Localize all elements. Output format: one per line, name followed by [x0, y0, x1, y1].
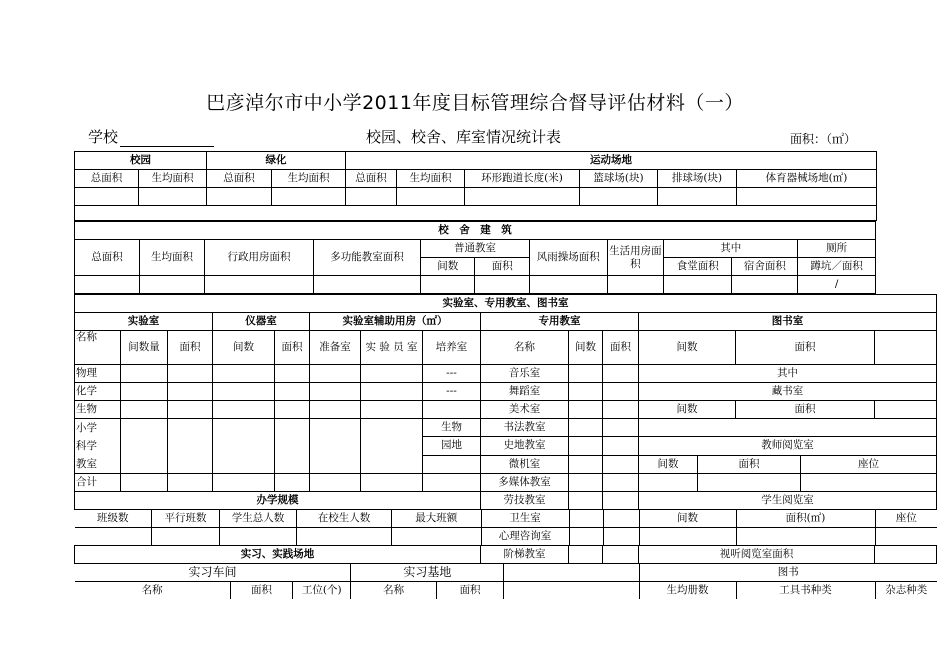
header-cell: 培养室 [423, 331, 481, 365]
header-cell: 普通教室 [420, 240, 529, 258]
input-cell[interactable] [580, 188, 658, 206]
input-cell[interactable] [603, 492, 639, 510]
input-cell[interactable] [361, 419, 423, 474]
statistics-sheet [74, 151, 928, 599]
header-cell: 体育器械场地(㎡) [737, 170, 877, 188]
input-cell[interactable] [569, 546, 603, 564]
input-cell[interactable] [275, 383, 310, 401]
book-header: 图书 [639, 564, 937, 582]
input-cell[interactable] [361, 401, 423, 419]
scale-subtable-wrap [75, 510, 481, 546]
input-cell[interactable] [314, 276, 421, 294]
special-room-name: 劳技教室 [481, 492, 569, 510]
special-room-name: 微机室 [481, 455, 569, 473]
special-room-name: 心理咨询室 [481, 528, 569, 546]
header-cell: 排球场(块) [658, 170, 737, 188]
special-room-name: 舞蹈室 [481, 383, 569, 401]
input-cell[interactable] [310, 474, 361, 492]
library-label: 间数 [639, 401, 736, 419]
input-cell[interactable] [139, 188, 207, 206]
header-cell: 行政用房面积 [205, 240, 314, 276]
input-cell[interactable] [504, 582, 639, 600]
header-cell: 面积 [475, 258, 530, 276]
library-label: 间数 [639, 510, 736, 528]
header-cell: 总面积 [75, 240, 140, 276]
input-cell[interactable] [603, 419, 639, 437]
rooms-table [74, 294, 937, 599]
workshop-header: 实习车间 [75, 564, 351, 582]
header-cell: 面积 [436, 582, 503, 600]
input-cell[interactable] [272, 188, 346, 206]
header-cell: 间数 [213, 331, 275, 365]
input-cell[interactable] [423, 455, 481, 473]
input-cell[interactable] [361, 474, 423, 492]
header-cell: 工具书种类 [736, 582, 875, 600]
header-cell: 风雨操场面积 [530, 240, 608, 276]
special-room-header: 专用教室 [481, 313, 639, 331]
input-cell[interactable] [639, 528, 736, 546]
header-cell: 环形跑道长度(米) [465, 170, 580, 188]
input-cell[interactable] [639, 474, 698, 492]
spacer-row [75, 206, 877, 221]
row-label: 小学 [76, 422, 97, 434]
header-cell: 生均面积 [140, 240, 205, 276]
input-cell[interactable] [732, 276, 798, 294]
row-label: 物理 [75, 365, 121, 383]
input-cell[interactable] [603, 365, 639, 383]
header-cell: 准备室 [310, 331, 361, 365]
input-cell[interactable] [75, 528, 152, 546]
input-cell[interactable] [213, 474, 275, 492]
library-label: 座位 [801, 455, 937, 473]
input-cell[interactable]: / [798, 276, 876, 294]
bio-garden-label: 园地 [423, 437, 481, 455]
header-cell: 生活用房面积 [607, 240, 664, 276]
input-cell[interactable] [121, 474, 168, 492]
input-cell[interactable] [569, 455, 603, 473]
input-cell[interactable] [569, 383, 603, 401]
area-unit-label: 面积：（㎡） [790, 132, 857, 146]
instrument-header: 仪器室 [213, 313, 310, 331]
right-subtable-wrap [481, 510, 937, 546]
school-field [88, 126, 214, 147]
practice-header: 实习、实践场地 [75, 546, 481, 564]
header-cell: 总面积 [75, 170, 139, 188]
library-label: 面积 [736, 401, 875, 419]
library-label: 学生阅览室 [639, 492, 937, 510]
input-cell[interactable] [213, 401, 275, 419]
input-cell[interactable] [310, 365, 361, 383]
dash-cell: --- [423, 365, 481, 383]
input-cell[interactable] [569, 492, 603, 510]
special-room-name: 史地教室 [481, 437, 569, 455]
school-label: 学校 [88, 128, 119, 146]
special-room-name: 美术室 [481, 401, 569, 419]
school-blank[interactable] [120, 132, 214, 147]
header-cell: 篮球场(块) [580, 170, 658, 188]
input-cell[interactable] [310, 419, 361, 474]
library-label: 座位 [875, 510, 936, 528]
input-cell[interactable] [530, 276, 608, 294]
input-cell[interactable] [168, 419, 213, 474]
lab-aux-header: 实验室辅助用房（㎡） [310, 313, 481, 331]
input-cell[interactable] [75, 188, 139, 206]
special-room-name: 阶梯教室 [481, 546, 569, 564]
input-cell[interactable] [75, 276, 140, 294]
input-cell[interactable] [569, 528, 603, 546]
bio-garden-label: 生物 [423, 419, 481, 437]
input-cell[interactable] [213, 365, 275, 383]
green-header: 绿化 [207, 152, 346, 170]
header-cell: 生均面积 [139, 170, 207, 188]
header-cell: 最大班额 [392, 510, 481, 528]
input-cell[interactable] [569, 510, 603, 528]
input-cell[interactable] [423, 401, 481, 419]
input-cell[interactable] [736, 528, 875, 546]
input-cell[interactable] [207, 188, 272, 206]
input-cell[interactable] [569, 437, 603, 455]
base-header: 实习基地 [351, 564, 504, 582]
header-cell: 其中 [664, 240, 798, 258]
input-cell[interactable] [168, 365, 213, 383]
header-cell: 面积 [168, 331, 213, 365]
input-cell[interactable] [220, 528, 297, 546]
input-cell[interactable] [475, 276, 530, 294]
input-cell[interactable] [205, 276, 314, 294]
input-cell[interactable] [603, 546, 639, 564]
table-title: 校园、校舍、库室情况统计表 [366, 128, 562, 146]
book-subtable-wrap [639, 564, 937, 600]
header-cell: 间数 [639, 331, 736, 365]
special-room-name: 书法教室 [481, 419, 569, 437]
row-label: 教室 [76, 458, 97, 470]
input-cell[interactable] [121, 365, 168, 383]
practice-subtable-wrap [75, 564, 639, 600]
row-label-primary-science [75, 419, 121, 474]
input-cell[interactable] [603, 528, 639, 546]
input-cell[interactable] [603, 455, 639, 473]
input-cell[interactable] [569, 419, 603, 437]
header-cell: 面积 [603, 331, 639, 365]
header-cell: 总面积 [346, 170, 397, 188]
header-cell: 班级数 [75, 510, 152, 528]
input-cell[interactable] [504, 564, 639, 582]
input-cell[interactable] [168, 401, 213, 419]
dash-cell: --- [423, 383, 481, 401]
input-cell[interactable] [275, 419, 310, 474]
campus-header: 校园 [75, 152, 207, 170]
input-cell[interactable] [639, 419, 937, 437]
input-cell[interactable] [275, 401, 310, 419]
library-label: 其中 [639, 365, 937, 383]
special-room-name: 卫生室 [481, 510, 569, 528]
input-cell[interactable] [875, 331, 937, 365]
input-cell[interactable] [737, 188, 877, 206]
input-cell[interactable] [310, 383, 361, 401]
header-cell: 生均面积 [397, 170, 465, 188]
input-cell[interactable] [168, 474, 213, 492]
input-cell[interactable] [140, 276, 205, 294]
input-cell[interactable] [465, 188, 580, 206]
header-cell: 名称 [75, 331, 121, 365]
header-cell: 宿舍面积 [732, 258, 798, 276]
header-cell: 厕所 [798, 240, 876, 258]
header-cell: 杂志种类 [875, 582, 937, 600]
header-cell: 生均册数 [639, 582, 736, 600]
input-cell[interactable] [361, 365, 423, 383]
right-subtable [481, 510, 937, 545]
rooms-header: 实验室、专用教室、图书室 [75, 295, 937, 313]
header-cell: 生均面积 [272, 170, 346, 188]
input-cell[interactable] [213, 383, 275, 401]
header-cell: 总面积 [207, 170, 272, 188]
input-cell[interactable] [297, 528, 392, 546]
header-cell: 名称 [75, 582, 231, 600]
input-cell[interactable] [392, 528, 481, 546]
input-cell[interactable] [121, 401, 168, 419]
campus-table [74, 151, 877, 221]
input-cell[interactable] [121, 419, 168, 474]
building-header: 校 舍 建 筑 [75, 222, 876, 240]
row-label: 合计 [75, 474, 121, 492]
header-cell: 面积 [736, 331, 875, 365]
header-cell: 名称 [481, 331, 569, 365]
input-cell[interactable] [423, 474, 481, 492]
input-cell[interactable] [275, 474, 310, 492]
header-cell: 学生总人数 [220, 510, 297, 528]
library-label: 面积(㎡) [736, 510, 875, 528]
special-room-name: 音乐室 [481, 365, 569, 383]
input-cell[interactable] [801, 474, 937, 492]
input-cell[interactable] [603, 474, 639, 492]
header-cell: 名称 [351, 582, 436, 600]
input-cell[interactable] [698, 474, 801, 492]
library-label: 视听阅览室面积 [639, 546, 875, 564]
input-cell[interactable] [569, 401, 603, 419]
input-cell[interactable] [569, 365, 603, 383]
header-cell: 间数 [569, 331, 603, 365]
input-cell[interactable] [603, 383, 639, 401]
scale-table [75, 510, 481, 545]
input-cell[interactable] [607, 276, 664, 294]
header-cell: 间数 [420, 258, 475, 276]
input-cell[interactable] [121, 383, 168, 401]
practice-table [75, 564, 639, 599]
input-cell[interactable] [310, 401, 361, 419]
document-title: 巴彦淖尔市中小学2011年度目标管理综合督导评估材料（一） [206, 92, 744, 114]
row-label: 生物 [75, 401, 121, 419]
library-label: 教师阅览室 [639, 437, 937, 455]
special-room-name: 多媒体教室 [481, 474, 569, 492]
input-cell[interactable] [275, 365, 310, 383]
input-cell[interactable] [603, 510, 639, 528]
input-cell[interactable] [875, 528, 936, 546]
input-cell[interactable] [346, 188, 397, 206]
library-label: 间数 [639, 455, 698, 473]
input-cell[interactable] [168, 383, 213, 401]
input-cell[interactable] [658, 188, 737, 206]
lab-header: 实验室 [75, 313, 213, 331]
header-cell: 食堂面积 [664, 258, 732, 276]
header-cell: 实 验 员 室 [361, 331, 423, 365]
building-table [74, 221, 876, 294]
row-label: 科学 [76, 440, 97, 452]
row-label: 化学 [75, 383, 121, 401]
library-header: 图书室 [639, 313, 937, 331]
header-cell: 间数量 [121, 331, 168, 365]
header-cell: 蹲坑／面积 [798, 258, 876, 276]
input-cell[interactable] [603, 437, 639, 455]
input-cell[interactable] [397, 188, 465, 206]
input-cell[interactable] [875, 546, 937, 564]
input-cell[interactable] [152, 528, 220, 546]
sports-header: 运动场地 [346, 152, 877, 170]
input-cell[interactable] [420, 276, 475, 294]
header-cell: 面积 [230, 582, 292, 600]
input-cell[interactable] [213, 419, 275, 474]
header-cell: 工位(个) [293, 582, 351, 600]
input-cell[interactable] [664, 276, 732, 294]
library-label: 藏书室 [639, 383, 937, 401]
book-table [639, 564, 937, 599]
input-cell[interactable] [603, 401, 639, 419]
header-cell: 平行班数 [152, 510, 220, 528]
scale-header: 办学规模 [75, 492, 481, 510]
header-cell: 多功能教室面积 [314, 240, 421, 276]
input-cell[interactable] [875, 401, 937, 419]
input-cell[interactable] [569, 474, 603, 492]
header-cell: 面积 [275, 331, 310, 365]
library-label: 面积 [698, 455, 801, 473]
header-cell: 在校生人数 [297, 510, 392, 528]
input-cell[interactable] [361, 383, 423, 401]
